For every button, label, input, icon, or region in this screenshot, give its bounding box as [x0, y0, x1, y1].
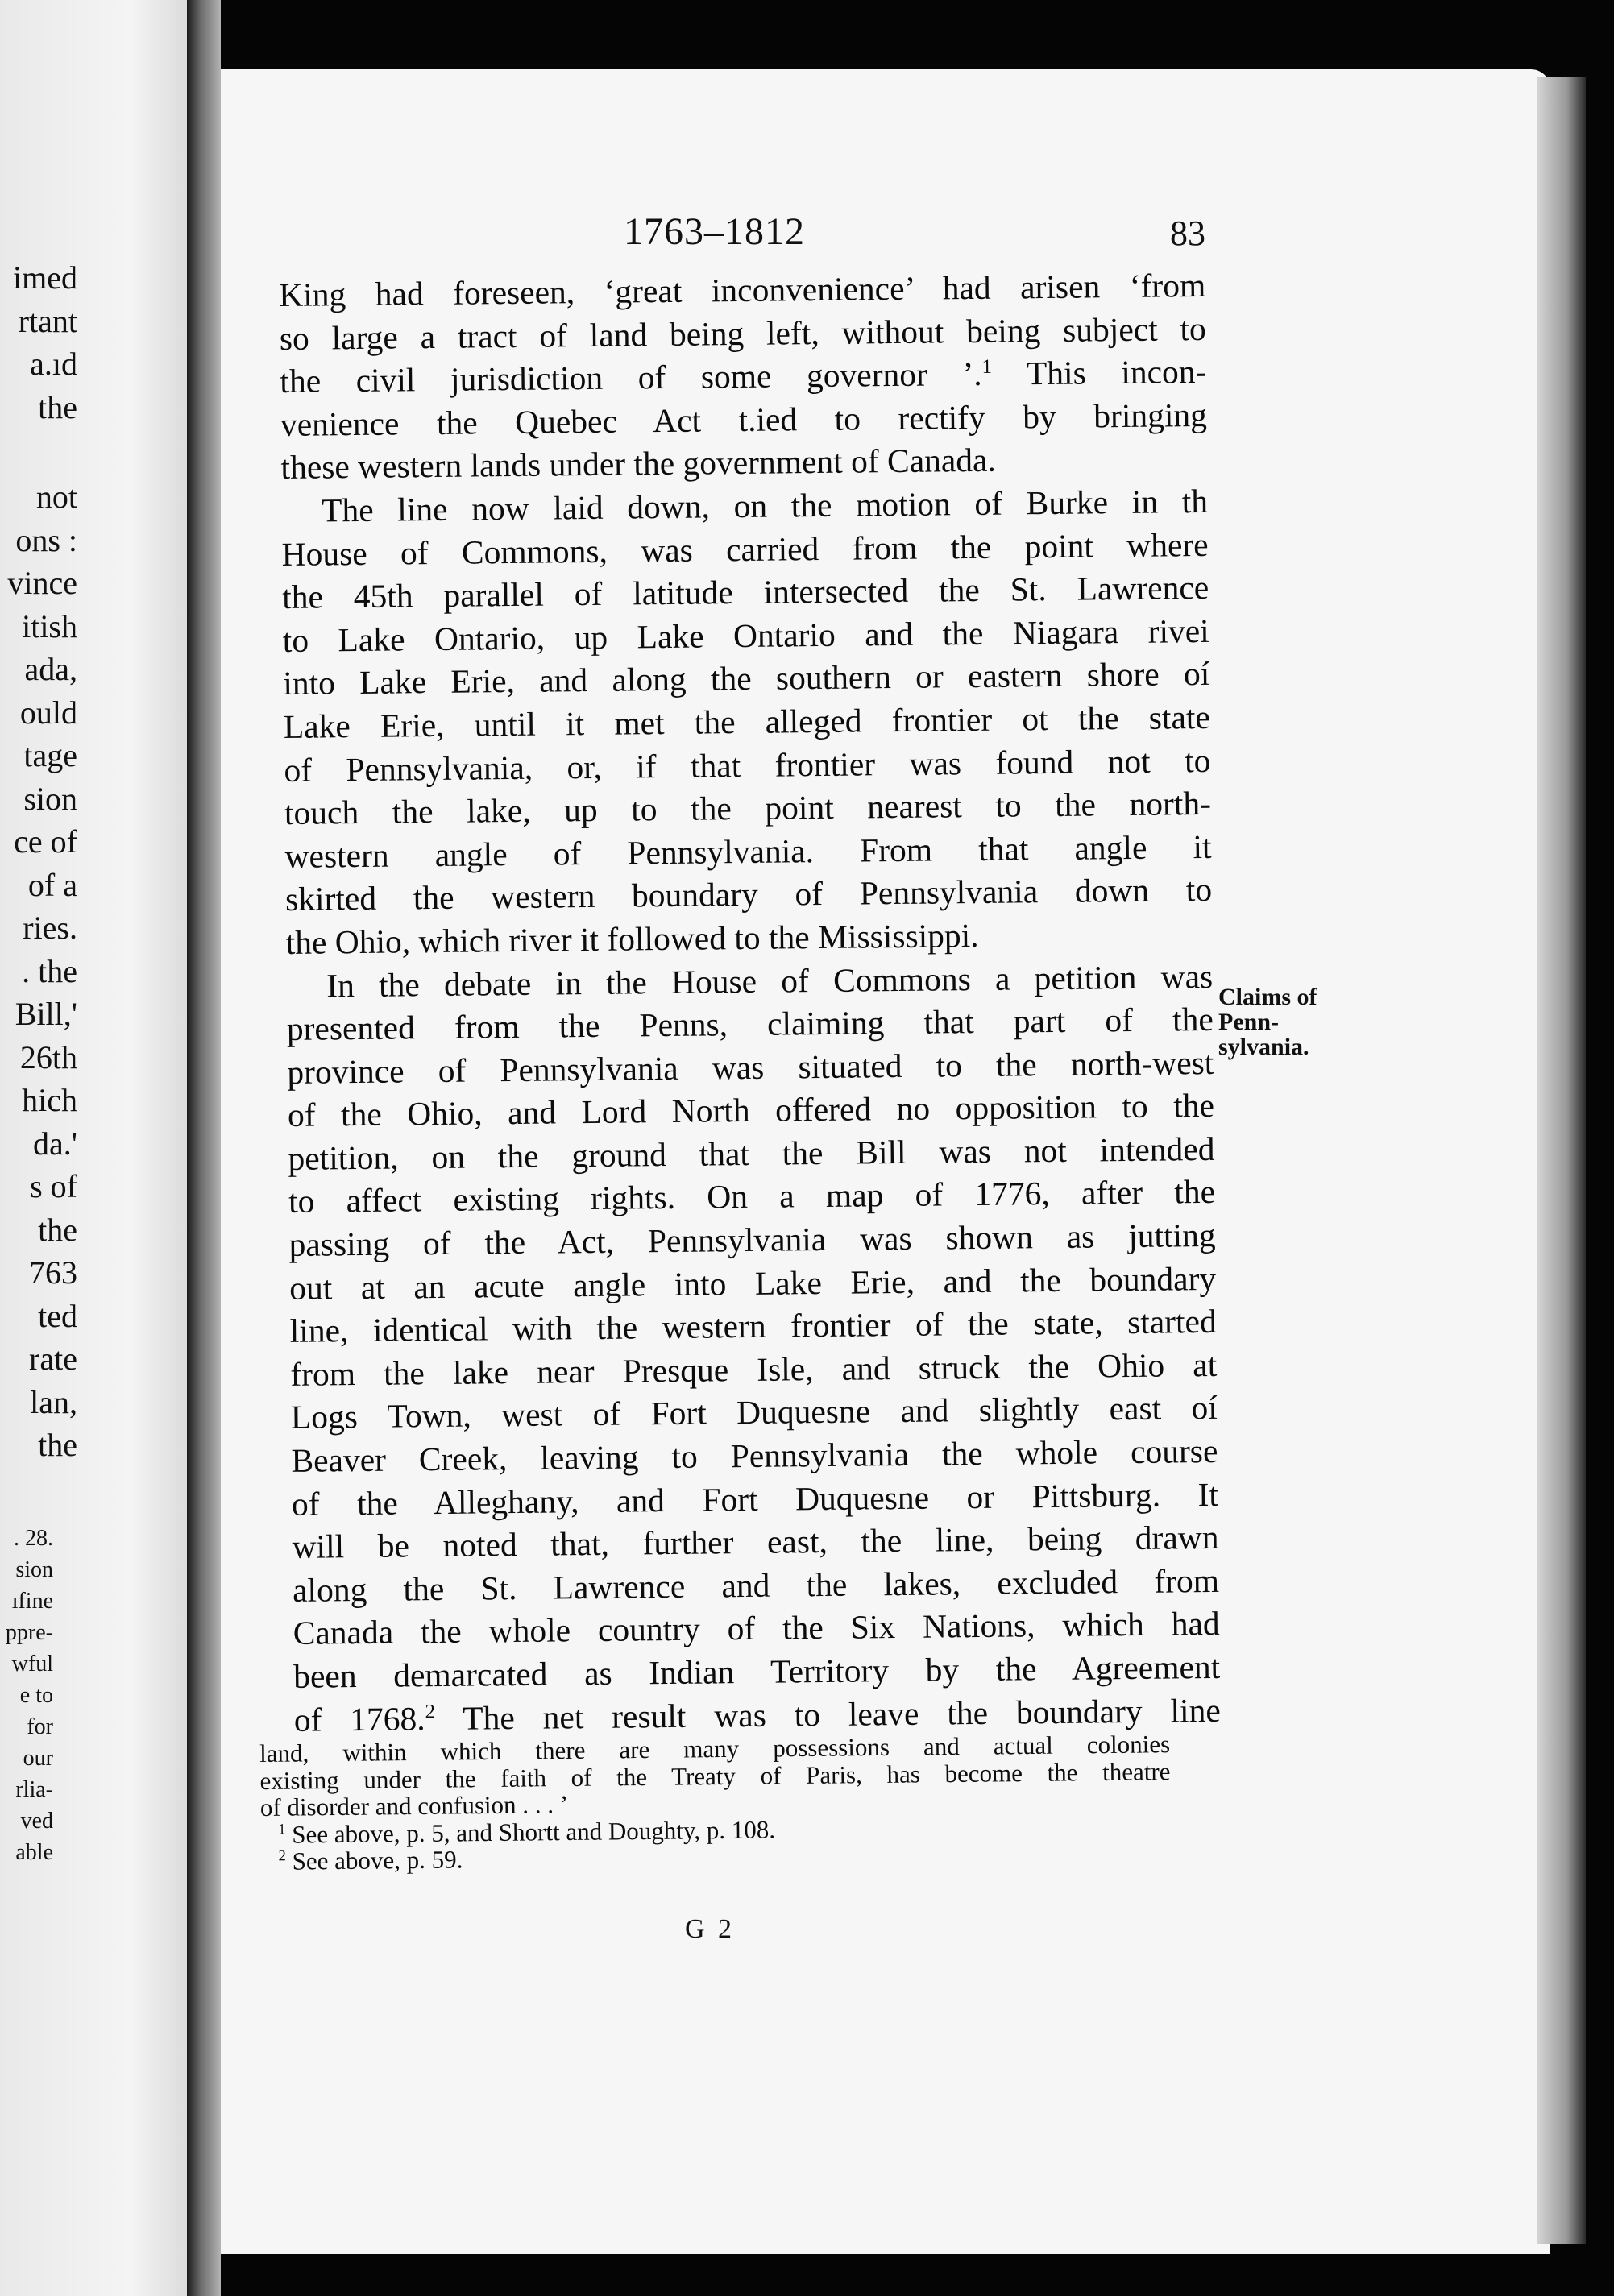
text-line: into Lake Erie, and along the southern or eastern shore oí	[283, 655, 1210, 702]
left-fragment: ada,	[24, 651, 77, 687]
left-fragment: hich	[22, 1082, 77, 1118]
text-line: to affect existing rights. On a map of 1776, after the	[288, 1173, 1216, 1221]
left-fragment: ted	[38, 1297, 77, 1334]
margin-note-line: sylvania.	[1218, 1034, 1309, 1060]
text-line: out at an acute angle into Lake Erie, and the boundary	[288, 1259, 1217, 1307]
text-line: The line now laid down, on the motion of Burke in th	[321, 482, 1209, 529]
footnote-text: See above, p. 5, and Shortt and Doughty, p. 108.	[292, 1814, 776, 1849]
text-line: along the St. Lawrence and the lakes, excluded from	[292, 1561, 1220, 1609]
margin-note-line: Claims of	[1218, 984, 1317, 1010]
text-line: of the Ohio, and Lord North offered no opposition to the	[287, 1087, 1215, 1134]
text-segment: the civil jurisdiction of some governor ’.	[280, 355, 982, 400]
text-line: touch the lake, up to the point nearest to the north-	[284, 785, 1212, 832]
footnote-text: See above, p. 59.	[292, 1845, 463, 1875]
left-fragment: ries.	[23, 910, 77, 946]
text-line: skirted the western boundary of Pennsylvania down to	[284, 871, 1213, 918]
text-line: In the debate in the House of Commons a petition was	[326, 957, 1214, 1004]
book-gutter	[187, 0, 221, 2296]
text-line: presented from the Penns, claiming that part of the	[286, 1001, 1214, 1048]
page-edge-shadow	[1537, 77, 1586, 2244]
text-line: King had foreseen, ‘great inconvenience’ had arisen ‘from	[279, 266, 1206, 313]
footnote-continuation-line: land, within which there are many possessions and actual colonies	[259, 1730, 1171, 1768]
text-line: Lake Erie, until it met the alleged frontier ot the state	[283, 698, 1211, 745]
text-line: these western lands under the government of Canada.	[280, 441, 997, 487]
text-line: province of Pennsylvania was situated to the north-west	[287, 1043, 1214, 1091]
footnote-ref: 1	[981, 356, 993, 379]
left-note: able	[15, 1840, 53, 1865]
text-line: Beaver Creek, leaving to Pennsylvania the whole course	[291, 1432, 1218, 1479]
text-line: to Lake Ontario, up Lake Ontario and the Niagara rivei	[282, 611, 1209, 659]
left-note: ppre-	[5, 1620, 53, 1645]
text-segment: This incon-	[991, 353, 1207, 392]
left-note: ıfine	[11, 1589, 53, 1614]
left-fragment: tage	[23, 737, 77, 773]
left-fragment: rate	[29, 1341, 77, 1377]
left-note: sion	[15, 1557, 53, 1582]
text-line: House of Commons, was carried from the point where	[281, 525, 1209, 573]
left-note: our	[23, 1746, 53, 1771]
left-fragment: sion	[23, 780, 77, 817]
left-fragment: 26th	[19, 1038, 77, 1075]
text-line: venience the Quebec Act t.ied to rectify by bringing	[280, 396, 1208, 443]
footnotes	[259, 1730, 1172, 1875]
left-note: wful	[11, 1652, 53, 1676]
text-line: passing of the Act, Pennsylvania was shown as jutting	[288, 1216, 1216, 1263]
left-page	[0, 0, 187, 2296]
left-page-notes	[0, 1523, 53, 1868]
left-fragment: . the	[22, 952, 77, 989]
left-fragment: lan,	[30, 1383, 77, 1420]
text-line: the Ohio, which river it followed to the Mississippi.	[285, 916, 979, 961]
text-line: the 45th parallel of latitude intersected the St. Lawrence	[281, 569, 1209, 616]
left-fragment: ons :	[15, 521, 77, 558]
margin-note	[1218, 984, 1355, 1059]
left-note: rlia-	[15, 1777, 53, 1802]
text-line: Logs Town, west of Fort Duquesne and slightly east oí	[290, 1389, 1218, 1436]
text-line: will be noted that, further east, the line, being drawn	[292, 1519, 1219, 1566]
signature-mark: G 2	[685, 1914, 736, 1944]
left-fragment: of a	[27, 866, 77, 903]
text-line: of Pennsylvania, or, if that frontier was found not to	[284, 741, 1211, 789]
left-fragment: imed	[13, 259, 77, 296]
text-line: Canada the whole country of the Six Nations, which had	[293, 1605, 1220, 1652]
page-number: 83	[1170, 213, 1205, 253]
footnote-mark: 2	[278, 1847, 286, 1865]
text-segment: of 1768.	[293, 1699, 425, 1739]
left-fragment: 763	[29, 1254, 77, 1291]
footnote-ref: 2	[425, 1700, 436, 1722]
left-fragment: itish	[22, 607, 77, 644]
left-fragment: the	[38, 1211, 77, 1248]
left-fragment: the	[38, 388, 77, 425]
text-segment: The net result was to leave the boundary line	[434, 1691, 1221, 1737]
footnote-mark: 1	[278, 1820, 286, 1838]
text-line: of the Alleghany, and Fort Duquesne or Pittsburg. It	[291, 1475, 1219, 1523]
left-note: ved	[20, 1809, 53, 1834]
left-fragment: not	[35, 479, 77, 515]
left-fragment: s of	[30, 1168, 77, 1204]
text-line: so large a tract of land being left, without being subject to	[279, 309, 1207, 357]
left-fragment: da.'	[33, 1125, 77, 1162]
margin-note-line: Penn-	[1218, 1009, 1279, 1035]
running-head: 1763–1812	[624, 210, 805, 253]
body-text	[279, 264, 1221, 1742]
left-note: e to	[19, 1683, 53, 1708]
text-line: line, identical with the western frontier of the state, started	[289, 1303, 1217, 1350]
left-note: . 28.	[14, 1526, 53, 1551]
left-fragment: ce of	[14, 823, 77, 860]
text-line: petition, on the ground that the Bill was not intended	[288, 1129, 1215, 1177]
left-fragment: vince	[7, 565, 77, 601]
text-line: from the lake near Presque Isle, and struck the Ohio at	[290, 1345, 1218, 1393]
left-note: for	[27, 1714, 53, 1739]
left-page-text	[0, 256, 77, 1467]
text-line: been demarcated as Indian Territory by the Agreement	[293, 1647, 1221, 1695]
left-fragment: rtant	[18, 302, 77, 339]
left-fragment: ould	[19, 694, 77, 731]
footnote-continuation-line: of disorder and confusion . . . ’	[259, 1789, 569, 1821]
left-fragment: Bill,'	[15, 996, 77, 1032]
footnote-continuation-line: existing under the faith of the Treaty of Paris, has become the theatre	[259, 1756, 1171, 1795]
text-line: western angle of Pennsylvania. From that angle it	[284, 827, 1212, 875]
left-fragment: the	[38, 1427, 77, 1463]
left-fragment: a.ıd	[30, 346, 77, 382]
